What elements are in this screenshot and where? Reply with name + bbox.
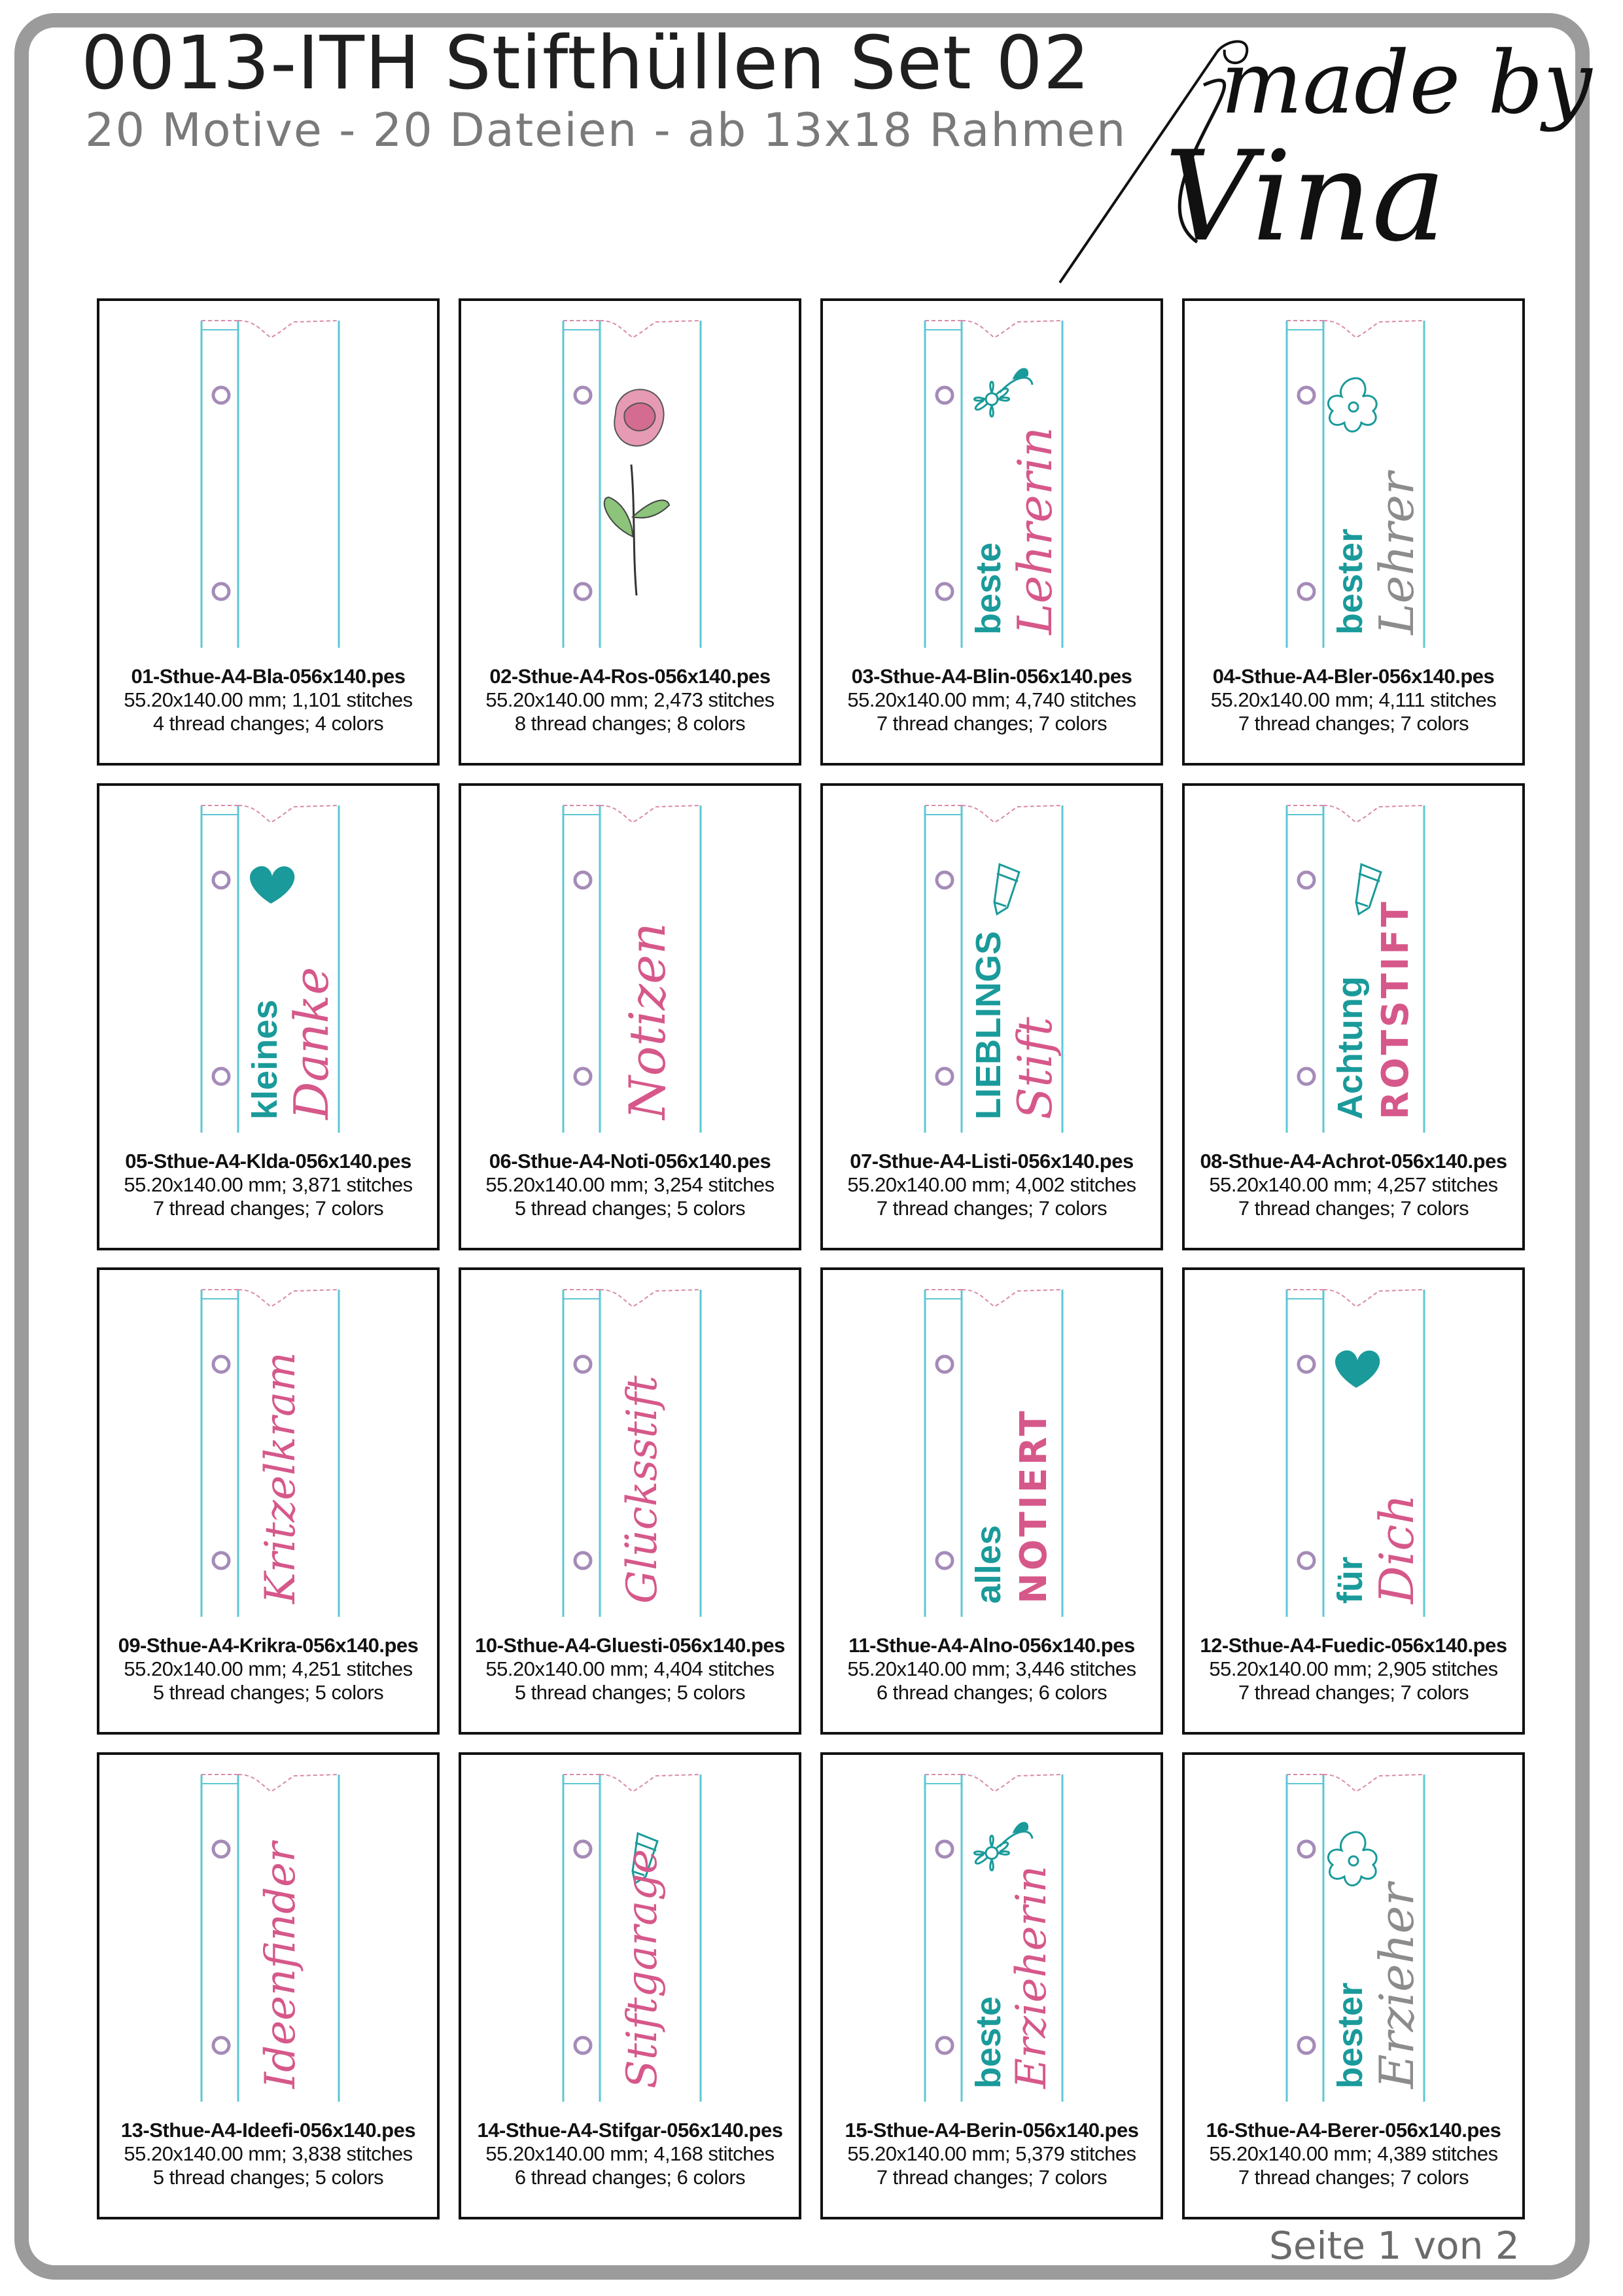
embroidery-text: Lehrer xyxy=(1369,472,1424,635)
file-name: 06-Sthue-A4-Noti-056x140.pes xyxy=(489,1150,771,1173)
design-card[interactable] xyxy=(97,1267,440,1735)
embroidery-text: kleines xyxy=(245,999,285,1120)
embroidery-text: NOTIERT xyxy=(1013,1408,1055,1604)
file-dimensions: 55.20x140.00 mm; 3,838 stitches xyxy=(124,2142,413,2165)
ring-top-icon xyxy=(1299,1841,1314,1857)
file-thread-colors: 7 thread changes; 7 colors xyxy=(1238,1197,1469,1220)
logo-vina: Vina xyxy=(1164,124,1446,269)
ring-bottom-icon xyxy=(575,1553,591,1568)
file-thread-colors: 5 thread changes; 5 colors xyxy=(152,2166,384,2189)
file-thread-colors: 6 thread changes; 6 colors xyxy=(876,1681,1108,1704)
ring-top-icon xyxy=(575,1356,591,1372)
embroidery-text: bester xyxy=(1331,528,1370,635)
ring-bottom-icon xyxy=(937,1553,952,1568)
file-name: 16-Sthue-A4-Berer-056x140.pes xyxy=(1206,2119,1501,2142)
file-caption xyxy=(461,1634,799,1704)
file-name: 07-Sthue-A4-Listi-056x140.pes xyxy=(850,1150,1134,1173)
file-dimensions: 55.20x140.00 mm; 4,389 stitches xyxy=(1209,2142,1498,2165)
file-caption xyxy=(1185,1150,1522,1220)
file-caption xyxy=(461,2119,799,2189)
file-dimensions: 55.20x140.00 mm; 4,257 stitches xyxy=(1209,1173,1498,1196)
blossom-icon xyxy=(1328,378,1376,432)
embroidery-text: beste xyxy=(969,542,1008,635)
file-dimensions: 55.20x140.00 mm; 2,905 stitches xyxy=(1209,1657,1498,1680)
file-name: 01-Sthue-A4-Bla-056x140.pes xyxy=(131,665,406,688)
embroidery-text: LIEBLINGS xyxy=(969,930,1008,1120)
file-thread-colors: 7 thread changes; 7 colors xyxy=(876,712,1108,735)
ring-top-icon xyxy=(1299,872,1314,888)
embroidery-text: Kritzelkram xyxy=(256,1352,305,1604)
design-card[interactable] xyxy=(97,783,440,1250)
ring-top-icon xyxy=(937,1841,952,1857)
design-card[interactable] xyxy=(97,1752,440,2219)
design-card[interactable] xyxy=(459,298,801,766)
file-caption xyxy=(1185,1634,1522,1704)
file-dimensions: 55.20x140.00 mm; 4,404 stitches xyxy=(485,1657,775,1680)
ring-bottom-icon xyxy=(1299,584,1314,599)
rose-icon xyxy=(604,389,669,595)
design-card[interactable] xyxy=(1182,783,1525,1250)
file-name: 05-Sthue-A4-Klda-056x140.pes xyxy=(125,1150,411,1173)
file-name: 04-Sthue-A4-Bler-056x140.pes xyxy=(1212,665,1495,688)
design-card[interactable] xyxy=(820,1752,1163,2219)
file-dimensions: 55.20x140.00 mm; 3,446 stitches xyxy=(847,1657,1136,1680)
file-thread-colors: 7 thread changes; 7 colors xyxy=(152,1197,384,1220)
ring-bottom-icon xyxy=(213,584,229,599)
file-name: 14-Sthue-A4-Stifgar-056x140.pes xyxy=(477,2119,783,2142)
file-thread-colors: 7 thread changes; 7 colors xyxy=(1238,1681,1469,1704)
design-card[interactable] xyxy=(459,1267,801,1735)
ring-bottom-icon xyxy=(575,1069,591,1084)
file-thread-colors: 8 thread changes; 8 colors xyxy=(514,712,746,735)
file-dimensions: 55.20x140.00 mm; 3,254 stitches xyxy=(485,1173,775,1196)
design-card[interactable] xyxy=(1182,1752,1525,2219)
file-name: 09-Sthue-A4-Krikra-056x140.pes xyxy=(118,1634,419,1657)
embroidery-text: ROTSTIFT xyxy=(1374,899,1417,1120)
ring-top-icon xyxy=(213,1841,229,1857)
ring-bottom-icon xyxy=(1299,1553,1314,1568)
ring-top-icon xyxy=(213,387,229,403)
file-thread-colors: 7 thread changes; 7 colors xyxy=(876,2166,1108,2189)
embroidery-text: Achtung xyxy=(1331,976,1370,1120)
file-name: 03-Sthue-A4-Blin-056x140.pes xyxy=(851,665,1132,688)
ring-top-icon xyxy=(937,1356,952,1372)
brand-logo xyxy=(1053,26,1592,288)
file-caption xyxy=(1185,665,1522,735)
embroidery-text: Dich xyxy=(1369,1494,1424,1604)
file-thread-colors: 5 thread changes; 5 colors xyxy=(152,1681,384,1704)
file-thread-colors: 7 thread changes; 7 colors xyxy=(1238,712,1469,735)
ring-bottom-icon xyxy=(1299,1069,1314,1084)
file-caption xyxy=(823,1634,1161,1704)
embroidery-text: Danke xyxy=(284,966,339,1120)
file-name: 02-Sthue-A4-Ros-056x140.pes xyxy=(489,665,771,688)
embroidery-text: Stiftgarage xyxy=(618,1848,667,2089)
file-name: 15-Sthue-A4-Berin-056x140.pes xyxy=(845,2119,1139,2142)
file-dimensions: 55.20x140.00 mm; 4,740 stitches xyxy=(847,688,1136,711)
file-thread-colors: 7 thread changes; 7 colors xyxy=(1238,2166,1469,2189)
heart-icon xyxy=(250,866,294,904)
pen-sleeve-outline xyxy=(99,301,442,667)
file-caption xyxy=(1185,2119,1522,2189)
file-dimensions: 55.20x140.00 mm; 3,871 stitches xyxy=(124,1173,413,1196)
file-thread-colors: 5 thread changes; 5 colors xyxy=(514,1681,746,1704)
design-card[interactable] xyxy=(820,783,1163,1250)
embroidery-text: Stift xyxy=(1007,1017,1062,1120)
file-dimensions: 55.20x140.00 mm; 5,379 stitches xyxy=(847,2142,1136,2165)
page-subtitle: 20 Motive - 20 Dateien - ab 13x18 Rahmen xyxy=(85,103,1127,157)
ring-top-icon xyxy=(575,872,591,888)
page-number: Seite 1 von 2 xyxy=(1269,2223,1520,2268)
logo-made-by: made by xyxy=(1221,33,1592,133)
file-name: 12-Sthue-A4-Fuedic-056x140.pes xyxy=(1200,1634,1507,1657)
embroidery-text: Glücksstift xyxy=(618,1375,667,1604)
ring-top-icon xyxy=(1299,1356,1314,1372)
file-caption xyxy=(99,665,437,735)
file-dimensions: 55.20x140.00 mm; 4,111 stitches xyxy=(1210,688,1497,711)
embroidery-text: beste xyxy=(969,1996,1008,2089)
ring-top-icon xyxy=(937,872,952,888)
file-dimensions: 55.20x140.00 mm; 4,002 stitches xyxy=(847,1173,1136,1196)
pen-sleeve-outline xyxy=(461,301,804,667)
file-caption xyxy=(99,1634,437,1704)
file-thread-colors: 4 thread changes; 4 colors xyxy=(152,712,384,735)
file-caption xyxy=(99,2119,437,2189)
ring-bottom-icon xyxy=(213,1553,229,1568)
file-caption xyxy=(823,1150,1161,1220)
flower-icon xyxy=(975,369,1033,417)
file-thread-colors: 5 thread changes; 5 colors xyxy=(514,1197,746,1220)
file-name: 10-Sthue-A4-Gluesti-056x140.pes xyxy=(475,1634,785,1657)
ring-bottom-icon xyxy=(937,584,952,599)
file-thread-colors: 7 thread changes; 7 colors xyxy=(876,1197,1108,1220)
design-card[interactable] xyxy=(97,298,440,766)
ring-top-icon xyxy=(1299,387,1314,403)
file-dimensions: 55.20x140.00 mm; 4,168 stitches xyxy=(485,2142,775,2165)
pencil-icon xyxy=(994,864,1019,914)
design-card[interactable] xyxy=(1182,298,1525,766)
file-dimensions: 55.20x140.00 mm; 2,473 stitches xyxy=(485,688,775,711)
design-card[interactable] xyxy=(820,298,1163,766)
ring-bottom-icon xyxy=(575,584,591,599)
design-card[interactable] xyxy=(820,1267,1163,1735)
ring-bottom-icon xyxy=(575,2038,591,2053)
file-caption xyxy=(461,665,799,735)
embroidery-text: für xyxy=(1331,1557,1370,1604)
file-dimensions: 55.20x140.00 mm; 4,251 stitches xyxy=(124,1657,413,1680)
flower-icon xyxy=(975,1823,1033,1871)
design-card[interactable] xyxy=(459,783,801,1250)
file-caption xyxy=(823,665,1161,735)
embroidery-text: Erzieher xyxy=(1369,1883,1424,2089)
ring-top-icon xyxy=(213,1356,229,1372)
file-dimensions: 55.20x140.00 mm; 1,101 stitches xyxy=(124,688,413,711)
embroidery-text: alles xyxy=(969,1525,1008,1604)
ring-bottom-icon xyxy=(213,2038,229,2053)
embroidery-text: Notizen xyxy=(618,922,676,1120)
ring-bottom-icon xyxy=(213,1069,229,1084)
file-caption xyxy=(823,2119,1161,2189)
file-name: 11-Sthue-A4-Alno-056x140.pes xyxy=(848,1634,1135,1657)
file-thread-colors: 6 thread changes; 6 colors xyxy=(514,2166,746,2189)
ring-top-icon xyxy=(937,387,952,403)
file-caption xyxy=(99,1150,437,1220)
ring-bottom-icon xyxy=(937,2038,952,2053)
blossom-icon xyxy=(1328,1832,1376,1886)
embroidery-text: Lehrerin xyxy=(1007,427,1062,635)
file-name: 13-Sthue-A4-Ideefi-056x140.pes xyxy=(120,2119,416,2142)
ring-bottom-icon xyxy=(1299,2038,1314,2053)
ring-bottom-icon xyxy=(937,1069,952,1084)
embroidery-text: Ideenfinder xyxy=(256,1842,305,2089)
design-card[interactable] xyxy=(1182,1267,1525,1735)
embroidery-text: Erzieherin xyxy=(1007,1865,1056,2089)
file-caption xyxy=(461,1150,799,1220)
ring-top-icon xyxy=(575,387,591,403)
file-name: 08-Sthue-A4-Achrot-056x140.pes xyxy=(1200,1150,1507,1173)
ring-top-icon xyxy=(213,872,229,888)
design-card[interactable] xyxy=(459,1752,801,2219)
heart-icon xyxy=(1335,1351,1380,1388)
embroidery-text: bester xyxy=(1331,1982,1370,2089)
page-title: 0013-ITH Stifthüllen Set 02 xyxy=(81,21,1091,106)
ring-top-icon xyxy=(575,1841,591,1857)
